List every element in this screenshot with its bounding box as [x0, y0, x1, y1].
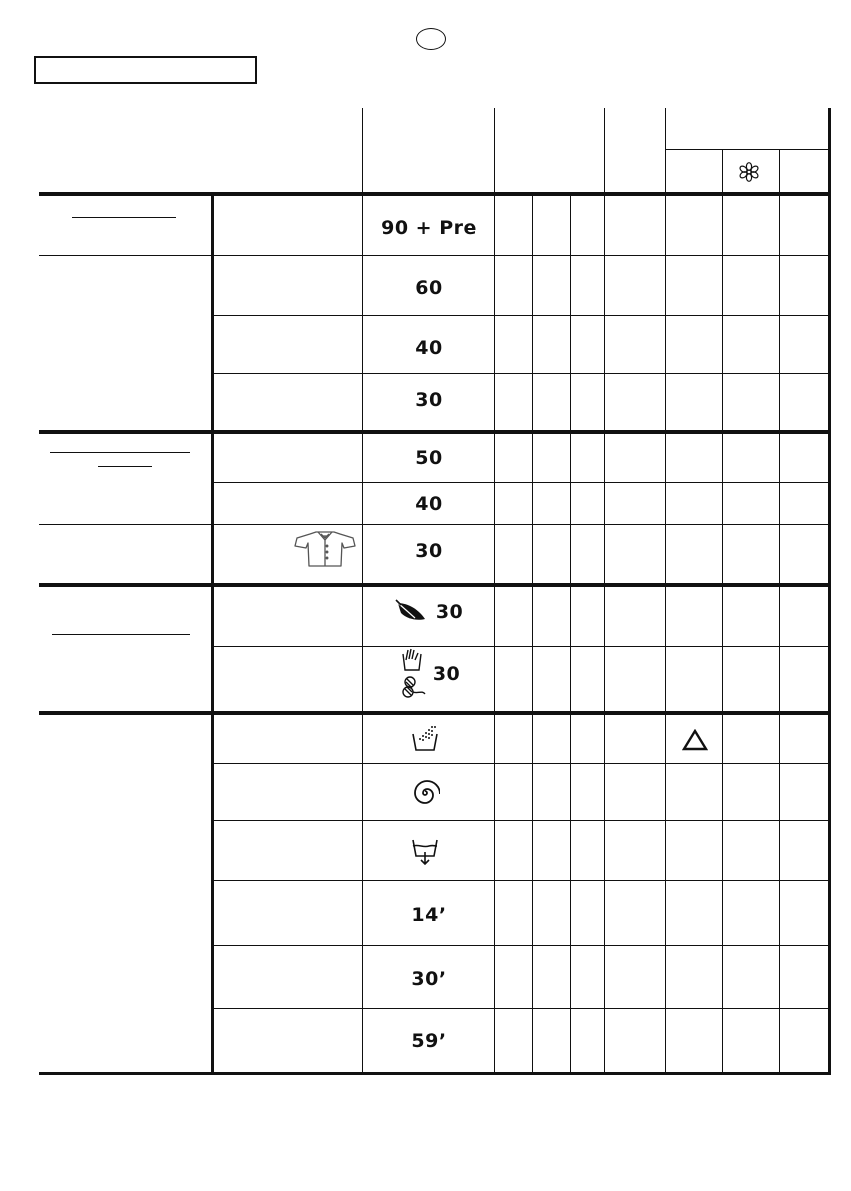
row-separator	[213, 880, 829, 881]
programme-cell: 60	[415, 276, 443, 299]
group-separator	[39, 711, 831, 715]
row-separator	[213, 1008, 829, 1009]
programme-cell: 40	[415, 492, 443, 515]
feather-icon	[395, 599, 429, 625]
rinse-icon	[410, 724, 440, 752]
programme-cell	[364, 836, 494, 866]
programme-cell: 30	[415, 539, 443, 562]
group-separator	[39, 192, 831, 196]
col-divider	[570, 193, 571, 1074]
row-separator	[213, 763, 829, 764]
row-separator	[39, 255, 829, 256]
col-divider	[665, 108, 666, 1074]
programme-cell: 59’	[411, 1029, 447, 1052]
shirt-icon	[294, 528, 356, 570]
title-box	[34, 56, 257, 84]
col-divider	[779, 150, 780, 1074]
drain-icon	[411, 836, 439, 866]
table-right-edge	[828, 108, 831, 1074]
programme-cell: 14’	[411, 903, 447, 926]
row-separator	[39, 524, 829, 525]
programme-cell	[364, 724, 494, 752]
col-divider	[532, 193, 533, 1074]
group-separator	[39, 430, 831, 434]
row-separator	[213, 315, 829, 316]
spin-icon	[410, 778, 440, 808]
programme-cell	[364, 778, 494, 808]
programme-cell: 30	[364, 599, 494, 625]
programme-cell: 30	[364, 648, 494, 700]
hand-wash-wool-icon	[398, 648, 428, 700]
col-divider	[362, 108, 363, 1074]
col-divider	[722, 150, 723, 1074]
col-divider	[604, 108, 605, 1074]
row-separator	[213, 945, 829, 946]
flower-icon	[739, 162, 759, 182]
row-separator	[213, 482, 829, 483]
programme-cell: 30’	[411, 967, 447, 990]
programme-cell: 40	[415, 336, 443, 359]
table-bottom	[39, 1072, 831, 1075]
category-underline	[50, 452, 190, 453]
group-separator	[39, 583, 831, 587]
programme-cell: 30	[415, 388, 443, 411]
row-separator	[213, 820, 829, 821]
programme-cell: 90 + Pre	[381, 216, 477, 239]
language-oval	[416, 28, 446, 50]
programme-cell: 50	[415, 446, 443, 469]
header-subline	[665, 149, 829, 150]
row-separator	[213, 373, 829, 374]
category-underline	[98, 466, 152, 467]
warning-triangle-icon	[682, 729, 708, 751]
category-underline	[52, 634, 190, 635]
category-underline	[72, 217, 176, 218]
col-divider	[494, 108, 495, 1074]
category-divider	[211, 193, 214, 1074]
row-separator	[213, 646, 829, 647]
